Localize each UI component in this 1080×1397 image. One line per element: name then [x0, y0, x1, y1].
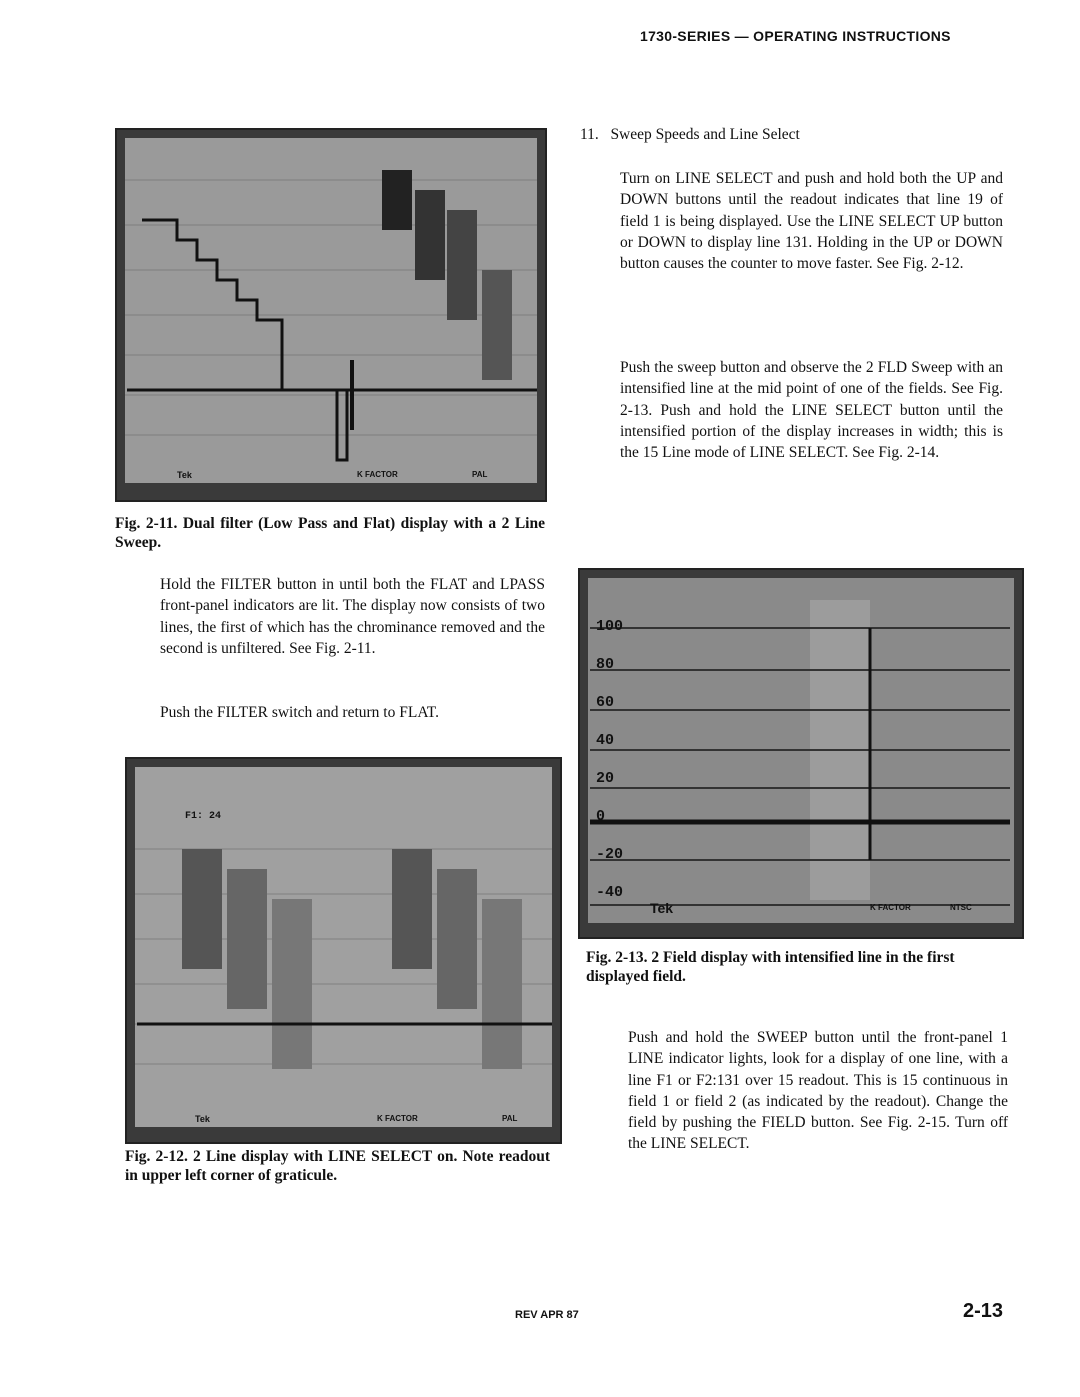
scale-label: 60	[596, 694, 615, 711]
brand-label: Tek	[195, 1114, 210, 1124]
ire-scale	[596, 618, 623, 901]
waveform-staircase	[117, 130, 545, 500]
standard-label: NTSC	[950, 903, 972, 912]
section-title: Sweep Speeds and Line Select	[610, 126, 800, 143]
section-number: 11.	[580, 126, 599, 143]
kfactor-label: K FACTOR	[357, 470, 398, 479]
figure-2-12-caption: Fig. 2-12. 2 Line display with LINE SELECT on. Note readout in upper left corner of graticule.	[125, 1148, 550, 1184]
brand-label: Tek	[650, 900, 674, 916]
section-heading	[580, 124, 800, 145]
figure-2-13-scope-photo	[578, 568, 1024, 939]
running-header: 1730-SERIES — OPERATING INSTRUCTIONS	[640, 28, 951, 44]
line-select-readout: F1: 24	[185, 811, 222, 822]
scale-label: 0	[596, 808, 606, 825]
standard-label: PAL	[502, 1114, 518, 1123]
brand-label: Tek	[177, 470, 192, 480]
paragraph-filter: Hold the FILTER button in until both the FLAT and LPASS front-panel indicators are lit. The display now consists of two lines, the first of which has the chrominance removed and the second is unfiltered. See Fig. 2-11.	[160, 576, 545, 657]
paragraph-line-select: Turn on LINE SELECT and push and hold both the UP and DOWN buttons until the readout indicates that line 19 of field 1 is being displayed. Use the LINE SELECT UP button or DOWN to display line 131. Holding in the UP or DOWN button causes the counter to move faster. See Fig. 2-12.	[620, 170, 1003, 273]
paragraph-sweep: Push the sweep button and observe the 2 FLD Sweep with an intensified line at the mid point of one of the fields. See Fig. 2-13. Push and hold the LINE SELECT button until the intensified portion of the display increases in width; this is the 15 Line mode of LINE SELECT. See Fig. 2-14.	[620, 359, 1003, 462]
paragraph-one-line: Push and hold the SWEEP button until the front-panel 1 LINE indicator lights, look for a display of one line, with a line F1 or F2:131 over 15 readout. This is 15 continuous in field 1 or field 2 (as indicated by the readout). Change the field by pushing the FIELD button. See Fig. 2-15. Turn off the LINE SELECT.	[628, 1029, 1008, 1153]
figure-2-11-caption: Fig. 2-11. Dual filter (Low Pass and Flat) display with a 2 Line Sweep.	[115, 515, 545, 551]
standard-label: PAL	[472, 470, 488, 479]
page-number: 2-13	[963, 1300, 1004, 1322]
paragraph-filter-return: Push the FILTER switch and return to FLAT.	[160, 704, 439, 721]
scale-label: 80	[596, 656, 615, 673]
waveform-two-field	[580, 570, 1022, 937]
scale-label: 100	[596, 618, 624, 635]
figure-2-11-scope-photo	[115, 128, 547, 502]
scale-label: -40	[596, 884, 624, 901]
figure-2-13-caption: Fig. 2-13. 2 Field display with intensified line in the first displayed field.	[586, 949, 955, 985]
scale-label: -20	[596, 846, 624, 863]
revision-note: REV APR 87	[515, 1309, 579, 1321]
figure-2-12-scope-photo	[125, 757, 562, 1144]
scale-label: 20	[596, 770, 615, 787]
scale-label: 40	[596, 732, 615, 749]
kfactor-label: K FACTOR	[377, 1114, 418, 1123]
kfactor-label: K FACTOR	[870, 903, 911, 912]
